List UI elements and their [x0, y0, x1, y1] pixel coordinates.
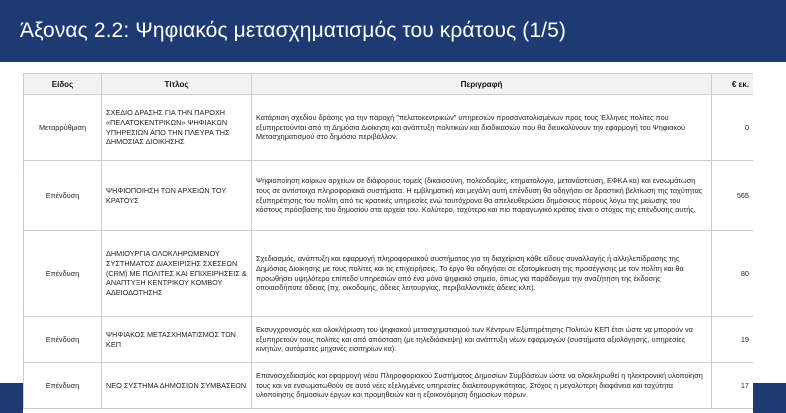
cell-description: Επανασχεδιασμός και εφαρμογή νέου Πληροφοριακού Συστήματος Δημοσίων Συμβάσεων ώστε να ολοκληρωθεί η ηλεκτρονική υλοποίηση τους και να ενσωματωθούν σε αυτό νέες εξελιγμένες υπηρεσίες διαλειτουργικότητας. Στόχος η μεγαλύτερη διαφάνεια και ταχύτητα υλοποίησης δημοσίων έργων και προμηθειών και η εξοικονόμηση δημοσίων πόρων. — [252, 363, 712, 409]
cell-cost: 19 — [712, 317, 754, 363]
table-header-row — [24, 74, 754, 95]
cell-title: ΔΗΜΙΟΥΡΓΙΑ ΟΛΟΚΛΗΡΩΜΕΝΟΥ ΣΥΣΤΗΜΑΤΟΣ ΔΙΑΧΕΙΡΙΣΗΣ ΣΧΕΣΕΩΝ (CRM) ΜΕ ΠΟΛΙΤΕΣ ΚΑΙ ΕΠΙΧΕΙΡΗΣΕΙΣ & ΑΝΑΠΤΥΞΗ ΚΕΝΤΡΙΚΟΥ ΚΟΜΒΟΥ ΑΔΕΙΟΔΟΤΗΣΗΣ — [102, 231, 252, 317]
table-row — [24, 95, 754, 161]
cell-type: Επένδυση — [24, 317, 102, 363]
column-header-type: Είδος — [24, 74, 102, 95]
cell-cost: 565 — [712, 161, 754, 231]
measures-table — [23, 73, 753, 409]
cell-type: Μεταρρύθμιση — [24, 95, 102, 161]
cell-cost: 0 — [712, 95, 754, 161]
cell-cost: 17 — [712, 363, 754, 409]
column-header-title: Τίτλος — [102, 74, 252, 95]
page-title: Άξονας 2.2: Ψηφιακός μετασχηματισμός του κράτους (1/5) — [20, 19, 566, 42]
cell-title: ΨΗΦΙΑΚΟΣ ΜΕΤΑΣΧΗΜΑΤΙΣΜΟΣ ΤΩΝ ΚΕΠ — [102, 317, 252, 363]
cell-description: Εκσυγχρονισμός και ολοκλήρωση του ψηφιακού μετασχηματισμού των Κέντρων Εξυπηρέτησης Πολιτών ΚΕΠ έτσι ώστε να μπορούν να εξυπηρετούν τους πολίτες και από απόσταση (με τηλεδιάσκεψη) και ανάπτυξη νέων εφαρμογών (συστήματα αξιολόγησης, υπηρεσίες κινητών, αυτόματες μηχανές εισιτηρίων κα). — [252, 317, 712, 363]
header-banner — [0, 0, 786, 62]
cell-title: ΣΧΕΔΙΟ ΔΡΑΣΗΣ ΓΙΑ ΤΗΝ ΠΑΡΟΧΗ «ΠΕΛΑΤΟΚΕΝΤΡΙΚΩΝ» ΨΗΦΙΑΚΩΝ ΥΠΗΡΕΣΙΩΝ ΑΠΟ ΤΗΝ ΠΛΕΥΡΑ ΤΗΣ ΔΗΜΟΣΙΑΣ ΔΙΟΙΚΗΣΗΣ — [102, 95, 252, 161]
cell-cost: 80 — [712, 231, 754, 317]
measures-table-container — [23, 73, 753, 413]
table-row — [24, 363, 754, 409]
cell-description: Σχεδιασμός, ανάπτυξη και εφαρμογή πληροφοριακού συστήματος για τη διαχείριση κάθε είδους συναλλαγής ή αλληλεπίδρασης της Δημόσιας Διοίκησης με τους πολίτες και τις επιχειρήσεις. Το έργο θα οδηγήσει σε εξατομίκευση της προσέγγισης με τον πολίτη και θα προωθήσει υψηλότερο επίπεδο υπηρεσιών από ένα μόνο ψηφιακό σημείο, όπως για παράδειγμα την αναζήτηση της έκδοσης οποιασδήποτε άδειας (πχ. οικοδομής, άδειες λειτουργίας, περιβαλλοντικές άδειες κλπ). — [252, 231, 712, 317]
cell-description: Ψηφιοποίηση καίριων αρχείων σε διάφορους τομείς (δικαιοσύνη, πολεοδομίες, κτηματολόγιο, μετανάστευση, ΕΦΚΑ κα) και ενσωμάτωση τους σε αντίστοιχα πληροφοριακά συστήματα. Η εμβληματική και μεγάλη αυτή επένδυση θα οδηγήσει σε δραστική βελτίωση της ταχύτητας εξυπηρέτησης του πολίτη από τις κρατικές υπηρεσίες ενώ ταυτόχρονα θα απελευθερώσει δημόσιους πόρους λόγω της μείωσης του κόστους πρόσβασης του δημοσίου στα αρχεία του. Καλύτερο, ταχύτερο και πιο παραγωγικό κράτος είναι ο στόχος της επένδυσης αυτής. — [252, 161, 712, 231]
cell-title: ΝΕΟ ΣΥΣΤΗΜΑ ΔΗΜΟΣΙΩΝ ΣΥΜΒΑΣΕΩΝ — [102, 363, 252, 409]
column-header-description: Περιγραφή — [252, 74, 712, 95]
table-row — [24, 161, 754, 231]
cell-title: ΨΗΦΙΟΠΟΙΗΣΗ ΤΩΝ ΑΡΧΕΙΩΝ ΤΟΥ ΚΡΑΤΟΥΣ — [102, 161, 252, 231]
cell-type: Επένδυση — [24, 231, 102, 317]
table-row — [24, 231, 754, 317]
table-row — [24, 317, 754, 363]
cell-description: Κατάρτιση σχεδίου δράσης για την παροχή "πελατοκεντρικών" υπηρεσιών προσανατολισμένων προς τους Έλληνες πολίτες που εξυπηρετούνται από τη Δημόσια Διοίκηση και ανάπτυξη πολιτικών και διαδικασιών που θα διευκολύνουν την εφαρμογή του Ψηφιακού Μετασχηματισμού στο δημόσιο περιβάλλον. — [252, 95, 712, 161]
cell-type: Επένδυση — [24, 161, 102, 231]
cell-type: Επένδυση — [24, 363, 102, 409]
column-header-cost: € εκ. — [712, 74, 754, 95]
